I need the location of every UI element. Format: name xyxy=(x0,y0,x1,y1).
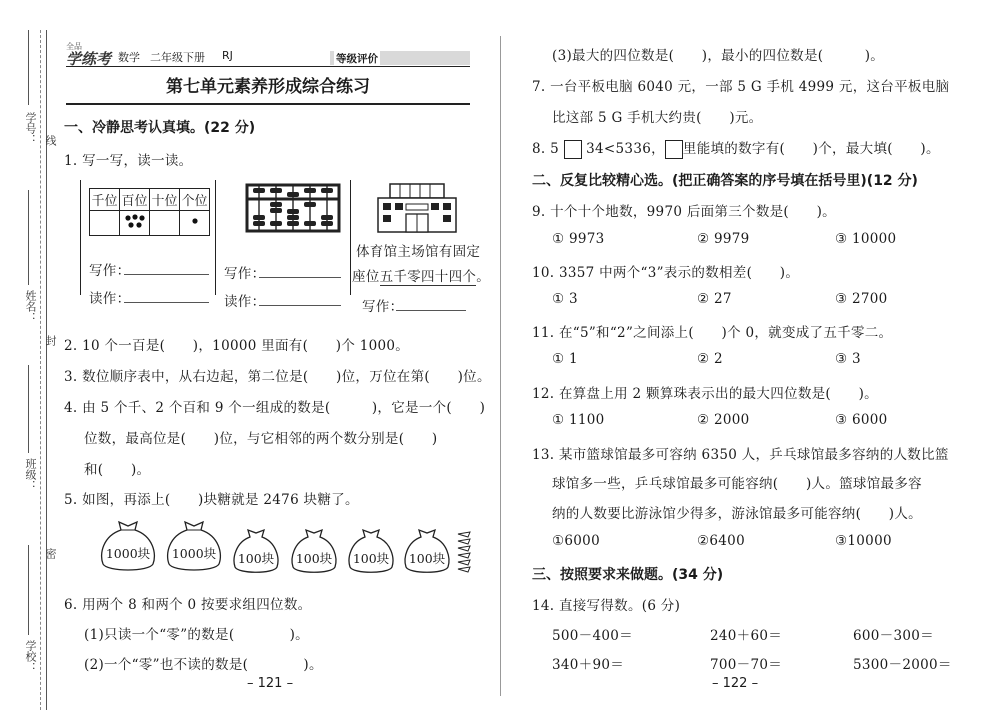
seal-word-line: 线 xyxy=(44,135,57,146)
student-number-label: 学号： xyxy=(24,112,37,145)
section-3-title: 三、按照要求来做题。(34 分) xyxy=(532,567,724,583)
place-value-table xyxy=(89,188,210,236)
q1a-read-blank[interactable] xyxy=(124,302,209,303)
q1-divider-1 xyxy=(215,180,216,295)
q11-option-2[interactable]: ② 2 xyxy=(697,351,723,367)
q6-text: 6. 用两个 8 和两个 0 按要求组四位数。 xyxy=(64,597,312,613)
seal-word-seal: 封 xyxy=(44,335,57,346)
pv-cell-thousands xyxy=(90,211,120,236)
q13-option-1[interactable]: ①6000 xyxy=(552,533,600,549)
header-rule xyxy=(66,66,470,67)
q11-option-3[interactable]: ③ 3 xyxy=(835,351,861,367)
header-subject: 数学 xyxy=(118,51,140,64)
q1-frame-left xyxy=(80,180,81,295)
q6-3-text: (3)最大的四位数是( )，最小的四位数是( )。 xyxy=(552,48,885,64)
q1c-write-label: 写作： xyxy=(362,299,404,315)
q1-divider-2 xyxy=(350,180,351,295)
header-edition: RJ xyxy=(222,49,233,62)
calc-6[interactable]: 5300－2000＝ xyxy=(853,657,952,673)
q8-box-reference xyxy=(665,140,683,159)
header-grade: 二年级下册 xyxy=(150,51,205,64)
q2-text: 2. 10 个一百是( )，10000 里面有( )个 1000。 xyxy=(64,338,410,354)
calc-2[interactable]: 240＋60＝ xyxy=(710,628,783,644)
stadium-text-period: 。 xyxy=(476,269,491,285)
page-number-right: – 122 – xyxy=(712,676,759,691)
q11-option-1[interactable]: ① 1 xyxy=(552,351,578,367)
q1c-write-blank[interactable] xyxy=(396,310,466,311)
calc-5[interactable]: 700－70＝ xyxy=(710,657,783,673)
q9-option-2[interactable]: ② 9979 xyxy=(697,231,750,247)
stadium-text-seat: 座位 xyxy=(352,269,380,285)
pv-cell-hundreds xyxy=(120,211,150,236)
candy-bag-1000-b xyxy=(163,520,225,574)
q13-option-3[interactable]: ③10000 xyxy=(835,533,892,549)
candy-bag-100-d xyxy=(401,528,453,576)
q10-text: 10. 3357 中两个“3”表示的数相差( )。 xyxy=(532,265,800,281)
q1-text: 1. 写一写，读一读。 xyxy=(64,153,193,169)
calc-1[interactable]: 500－400＝ xyxy=(552,628,633,644)
abacus-image xyxy=(245,183,341,233)
seal-word-secret: 密 xyxy=(44,548,57,559)
school-blank[interactable] xyxy=(28,545,29,635)
q1a-read-label: 读作： xyxy=(89,291,131,307)
candy-bag-label: 100块 xyxy=(352,551,390,566)
stadium-building-image xyxy=(376,180,458,234)
q10-option-3[interactable]: ③ 2700 xyxy=(835,291,888,307)
q11-text: 11. 在“5”和“2”之间添上( )个 0，就变成了五千零二。 xyxy=(532,325,893,341)
school-label: 学校： xyxy=(24,640,37,673)
q4-text-line-2: 位数，最高位是( )位，与它相邻的两个数分别是( ) xyxy=(84,431,438,447)
q12-option-2[interactable]: ② 2000 xyxy=(697,412,750,428)
q1b-write-label: 写作： xyxy=(224,266,266,282)
q9-option-1[interactable]: ① 9973 xyxy=(552,231,605,247)
q1b-read-blank[interactable] xyxy=(259,305,341,306)
logo xyxy=(66,42,112,67)
q1b-read-label: 读作： xyxy=(224,294,266,310)
bead-dots-5 xyxy=(122,211,148,231)
name-blank[interactable] xyxy=(28,190,29,285)
q1b-write-blank[interactable] xyxy=(259,277,341,278)
binding-solid-line xyxy=(46,30,47,710)
q12-text: 12. 在算盘上用 2 颗算珠表示出的最大四位数是( )。 xyxy=(532,386,878,402)
class-blank[interactable] xyxy=(28,365,29,453)
q1a-write-blank[interactable] xyxy=(124,274,209,275)
loose-candies-image xyxy=(455,530,473,578)
q9-option-3[interactable]: ③ 10000 xyxy=(835,231,897,247)
q13-option-2[interactable]: ②6400 xyxy=(697,533,745,549)
q10-option-2[interactable]: ② 27 xyxy=(697,291,732,307)
candy-bag-label: 1000块 xyxy=(171,546,217,561)
pv-header-ones: 个位 xyxy=(180,189,210,211)
q12-option-1[interactable]: ① 1100 xyxy=(552,412,605,428)
pv-header-tens: 十位 xyxy=(150,189,180,211)
calc-3[interactable]: 600－300＝ xyxy=(853,628,934,644)
page-title: 第七单元素养形成综合练习 xyxy=(166,77,370,97)
stadium-text-line-1: 体育馆主场馆有固定 xyxy=(356,244,481,260)
page-number-left: – 121 – xyxy=(247,676,294,691)
q5-text: 5. 如图，再添上( )块糖就是 2476 块糖了。 xyxy=(64,492,359,508)
q1a-write-label: 写作： xyxy=(89,263,131,279)
student-number-blank[interactable] xyxy=(28,30,29,105)
q7-text-line-2: 比这部 5 G 手机大约贵( )元。 xyxy=(552,110,763,126)
pv-header-thousands: 千位 xyxy=(90,189,120,211)
candy-bag-label: 1000块 xyxy=(105,546,151,561)
q6-2-text: (2)一个“零”也不读的数是( )。 xyxy=(84,657,323,673)
page-divider xyxy=(500,36,501,696)
candy-bag-100-c xyxy=(345,528,397,576)
class-label: 班级： xyxy=(24,458,37,491)
pv-cell-ones xyxy=(180,211,210,236)
candy-bag-label: 100块 xyxy=(408,551,446,566)
q8-part-b: 34<5336， xyxy=(586,141,665,157)
q3-text: 3. 数位顺序表中，从右边起，第二位是( )位，万位在第( )位。 xyxy=(64,369,491,385)
candy-bag-label: 100块 xyxy=(237,551,275,566)
q8-part-c: 里能填的数字有( )个，最大填( )。 xyxy=(682,141,940,157)
section-2-title: 二、反复比较精心选。(把正确答案的序号填在括号里)(12 分) xyxy=(532,173,918,189)
pv-header-hundreds: 百位 xyxy=(120,189,150,211)
title-rule xyxy=(66,103,470,105)
q7-text-line-1: 7. 一台平板电脑 6040 元，一部 5 G 手机 4999 元，这台平板电脑 xyxy=(532,79,950,95)
binding-dashed-line xyxy=(40,30,41,710)
q6-1-text: (1)只读一个“零”的数是( )。 xyxy=(84,627,309,643)
stadium-text-number: 五千零四十四个 xyxy=(380,265,477,286)
candy-bag-100-a xyxy=(230,528,282,576)
stadium-text-line-2 xyxy=(352,265,490,286)
q13-text-line-1: 13. 某市篮球馆最多可容纳 6350 人，乒乓球馆最多容纳的人数比篮 xyxy=(532,447,949,463)
calc-4[interactable]: 340＋90＝ xyxy=(552,657,625,673)
q9-text: 9. 十个十个地数，9970 后面第三个数是( )。 xyxy=(532,204,836,220)
q13-text-line-3: 纳的人数要比游泳馆少得多，游泳馆最多可能容纳( )人。 xyxy=(552,506,922,522)
rating-label: 等级评价 xyxy=(336,53,378,65)
q4-text-line-3: 和( )。 xyxy=(84,462,151,478)
logo-main-text: 学练考 xyxy=(66,50,112,68)
q12-option-3[interactable]: ③ 6000 xyxy=(835,412,888,428)
bead-dot-1 xyxy=(182,211,208,231)
q4-text-line-1: 4. 由 5 个千、2 个百和 9 个一组成的数是( )，它是一个( ) xyxy=(64,400,486,416)
q8-digit-box[interactable] xyxy=(564,140,582,159)
q10-option-1[interactable]: ① 3 xyxy=(552,291,578,307)
candy-bag-label: 100块 xyxy=(295,551,333,566)
pv-cell-tens xyxy=(150,211,180,236)
name-label: 姓名： xyxy=(24,290,37,323)
logo-top-text: 全品 xyxy=(66,42,82,51)
q13-text-line-2: 球馆多一些，乒乓球馆最多可能容纳( )人。篮球馆最多容 xyxy=(552,476,922,492)
candy-bag-1000-a xyxy=(97,520,159,574)
q8-part-a: 8. 5 xyxy=(532,141,559,157)
q14-text: 14. 直接写得数。(6 分) xyxy=(532,598,681,614)
q8-text xyxy=(532,137,940,159)
section-1-title: 一、冷静思考认真填。(22 分) xyxy=(64,120,256,136)
candy-bag-100-b xyxy=(288,528,340,576)
